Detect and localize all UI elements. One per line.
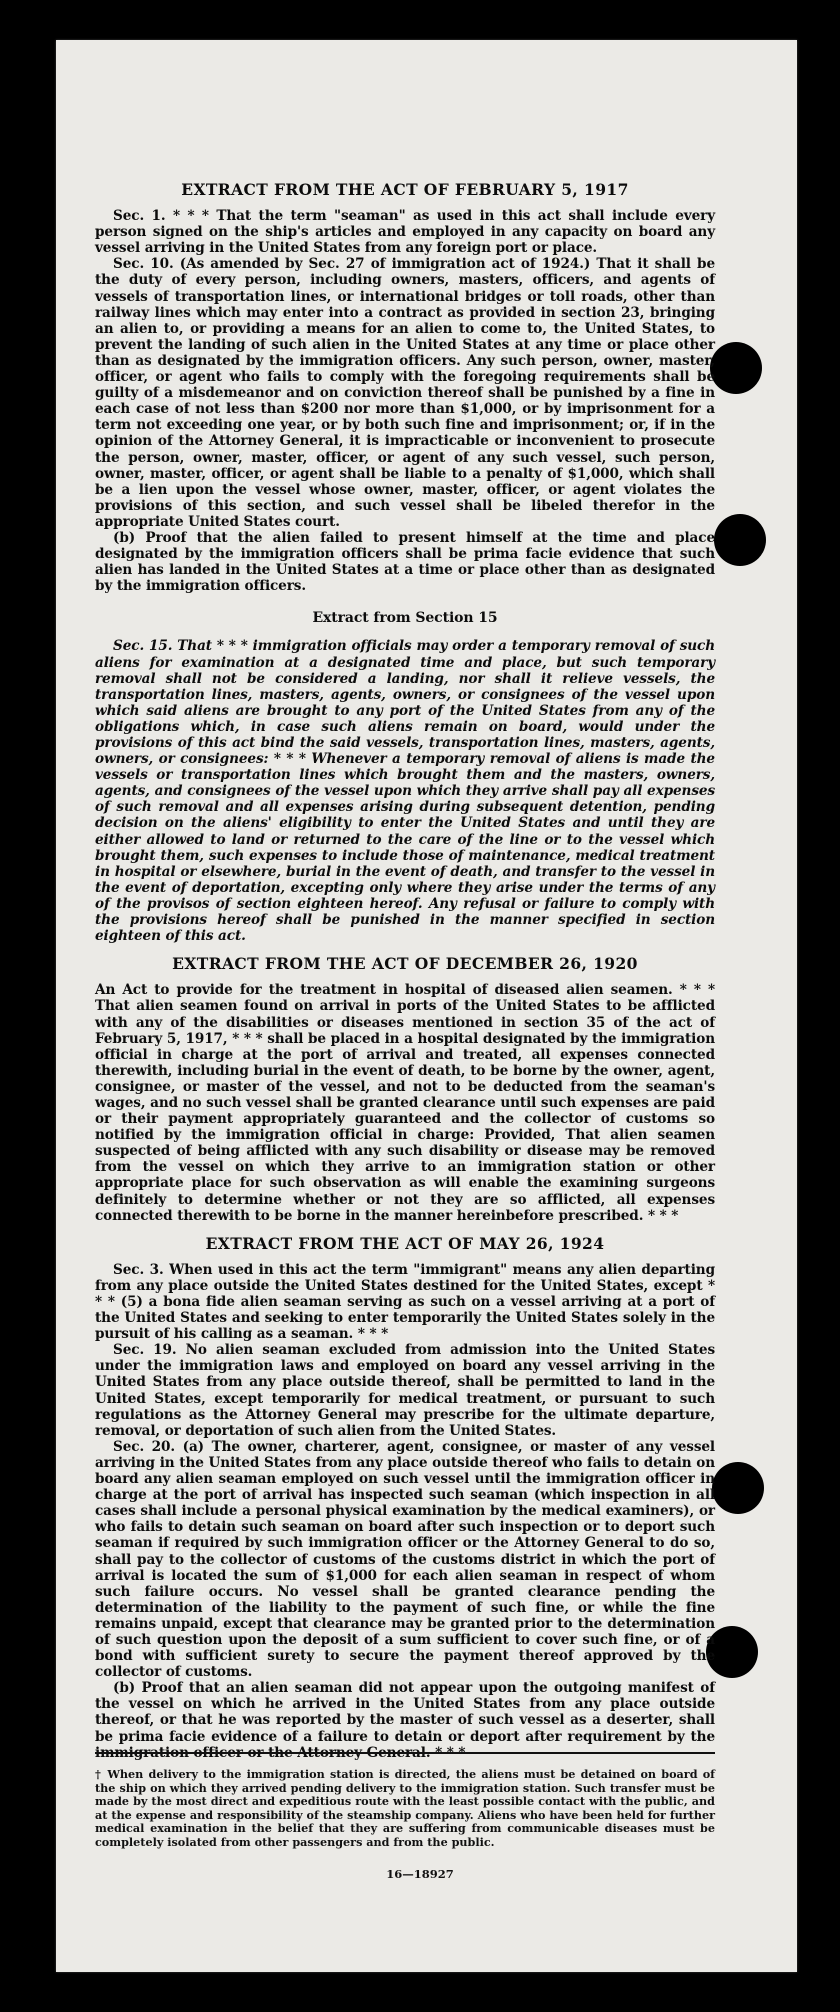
punch-hole [712, 1462, 764, 1514]
section-20-1924: Sec. 20. (a) The owner, charterer, agent, consignee, or master of any vessel arriving in the United States from any place outside thereof who fails to detain on board any alien seaman employed on such vessel until the immigration officer in charge at the port of arrival has inspected such seaman (which inspection in all cases shall include a personal physical examination by the medical examiners), or who fails to detain such seaman on board after such inspection or to deport such seaman if required by such immigration officer or the Attorney General to do so, shall pay to the collector of customs of the customs district in which the port of arrival is located the sum of $1,000 for each alien seaman in respect of whom such failure occurs. No vessel shall be granted clearance pending the determination of the liability to the payment of such fine, or while the fine remains unpaid, except that clearance may be granted prior to the determination of such question upon the deposit of a sum sufficient to cover such fine, or of a bond with sufficient surety to secure the payment thereof approved by the collector of customs. [95, 1438, 715, 1681]
heading-act-1917: EXTRACT FROM THE ACT OF FEBRUARY 5, 1917 [181, 180, 629, 199]
form-number: 16—18927 [386, 1867, 454, 1881]
footnote: † When delivery to the immigration station is directed, the aliens must be detained on board of the ship on which they arrived pending delivery to the immigration station. Such transfer must be made by the most direct and expeditious route with the least possible contact with the public, and at the expense and responsibility of the steamship company. Aliens who have been held for further medical examination in the belief that they are suffering from communicable diseases must be completely isolated from other passengers and from the public. [95, 1752, 715, 1850]
section-10-1917: Sec. 10. (As amended by Sec. 27 of immigration act of 1924.) That it shall be the duty of every person, including owners, masters, officers, and agents of vessels of transportation lines, or international bridges or toll roads, other than railway lines which may enter into a contract as provided in section 23, bringing an alien to, or providing a means for an alien to come to, the United States, to prevent the landing of such alien in the United States at any time or place other than as designated by the immigration officers. Any such person, owner, master, officer, or agent who fails to comply with the foregoing requirements shall be guilty of a misdemeanor and on conviction thereof shall be punished by a fine in each case of not less than $200 nor more than $1,000, or by imprisonment for a term not exceeding one year, or by both such fine and imprisonment; or, if in the opinion of the Attorney General, it is impracticable or inconvenient to prosecute the person, owner, master, officer, or agent of any such vessel, such person, owner, master, officer, or agent shall be liable to a penalty of $1,000, which shall be a lien upon the vessel whose owner, master, officer, or agent violates the provisions of this section, and such vessel shall be libeled therefor in the appropriate United States court. [95, 256, 715, 530]
subheading-section-15: Extract from Section 15 [312, 610, 498, 627]
section-3-1924: Sec. 3. When used in this act the term "immigrant" means any alien departing from any place outside the United States destined for the United States, except * * * (5) a bona fide alien seaman serving as such on a vessel arriving at a port of the United States and seeking to enter temporarily the United States solely in the pursuit of his calling as a seaman. * * * [95, 1261, 715, 1343]
section-19-1924: Sec. 19. No alien seaman excluded from admission into the United States under the immigration laws and employed on board any vessel arriving in the United States from any place outside thereof, shall be permitted to land in the United States, except temporarily for medical treatment, or pursuant to such regulations as the Attorney General may prescribe for the ultimate departure, removal, or deportation of such alien from the United States. [95, 1342, 715, 1439]
punch-hole [710, 342, 762, 394]
section-1-1917: Sec. 1. * * * That the term "seaman" as used in this act shall include every person signed on the ship's articles and employed in any capacity on board any vessel arriving in the United States from any foreign port or place. [95, 208, 715, 257]
document-body [95, 182, 715, 1761]
punch-hole [714, 514, 766, 566]
section-20b-1924: (b) Proof that an alien seaman did not appear upon the outgoing manifest of the vessel on which he arrived in the United States from any place outside thereof, or that he was reported by the master of such vessel as a deserter, shall be prima facie evidence of a failure to detain or deport after requirement by the immigration officer or the Attorney General. * * * [95, 1680, 715, 1761]
heading-act-1920: EXTRACT FROM THE ACT OF DECEMBER 26, 1920 [172, 954, 638, 974]
section-10b-1917: (b) Proof that the alien failed to present himself at the time and place designated by the immigration officers shall be prima facie evidence that such alien has landed in the United States at a time or place other than as designated by the immigration officers. [95, 529, 715, 595]
act-1920-text: An Act to provide for the treatment in hospital of diseased alien seamen. * * * That alien seamen found on arrival in ports of the United States to be afflicted with any of the disabilities or diseases mentioned in section 35 of the act of February 5, 1917, * * * shall be placed in a hospital designated by the immigration official in charge at the port of arrival and treated, all expenses connected therewith, including burial in the event of death, to be borne by the owner, agent, consignee, or master of the vessel, and not to be deducted from the seaman's wages, and no such vessel shall be granted clearance until such expenses are paid or their payment appropriately guaranteed and the collector of customs so notified by the immigration official in charge: Provided, That alien seamen suspected of being afflicted with any such disability or disease may be removed from the vessel on which they arrive to an immigration station or other appropriate place for such observation as will enable the examining surgeons definitely to determine whether or not they are so afflicted, all expenses connected therewith to be borne in the manner hereinbefore prescribed. * * * [95, 982, 715, 1224]
section-15-1917: Sec. 15. That * * * immigration officials may order a temporary removal of such aliens for examination at a designated time and place, but such temporary removal shall not be considered a landing, nor shall it relieve vessels, the transportation lines, masters, agents, owners, or consignees of the vessel upon which said aliens are brought to any port of the United States from any of the obligations which, in case such aliens remain on board, would under the provisions of this act bind the said vessels, transportation lines, masters, agents, owners, or consignees: * * * Whenever a temporary removal of aliens is made the vessels or transportation lines which brought them and the masters, owners, agents, and consignees of the vessel upon which they arrive shall pay all expenses of such removal and all expenses arising during subsequent detention, pending decision on the aliens' eligibility to enter the United States and until they are either allowed to land or returned to the care of the line or to the vessel which brought them, such expenses to include those of maintenance, medical treatment in hospital or elsewhere, burial in the event of death, and transfer to the vessel in the event of deportation, excepting only where they arise under the terms of any of the provisos of section eighteen hereof. Any refusal or failure to comply with the provisions hereof shall be punished in the manner specified in section eighteen of this act. [95, 638, 715, 945]
heading-act-1924: EXTRACT FROM THE ACT OF MAY 26, 1924 [205, 1233, 605, 1253]
